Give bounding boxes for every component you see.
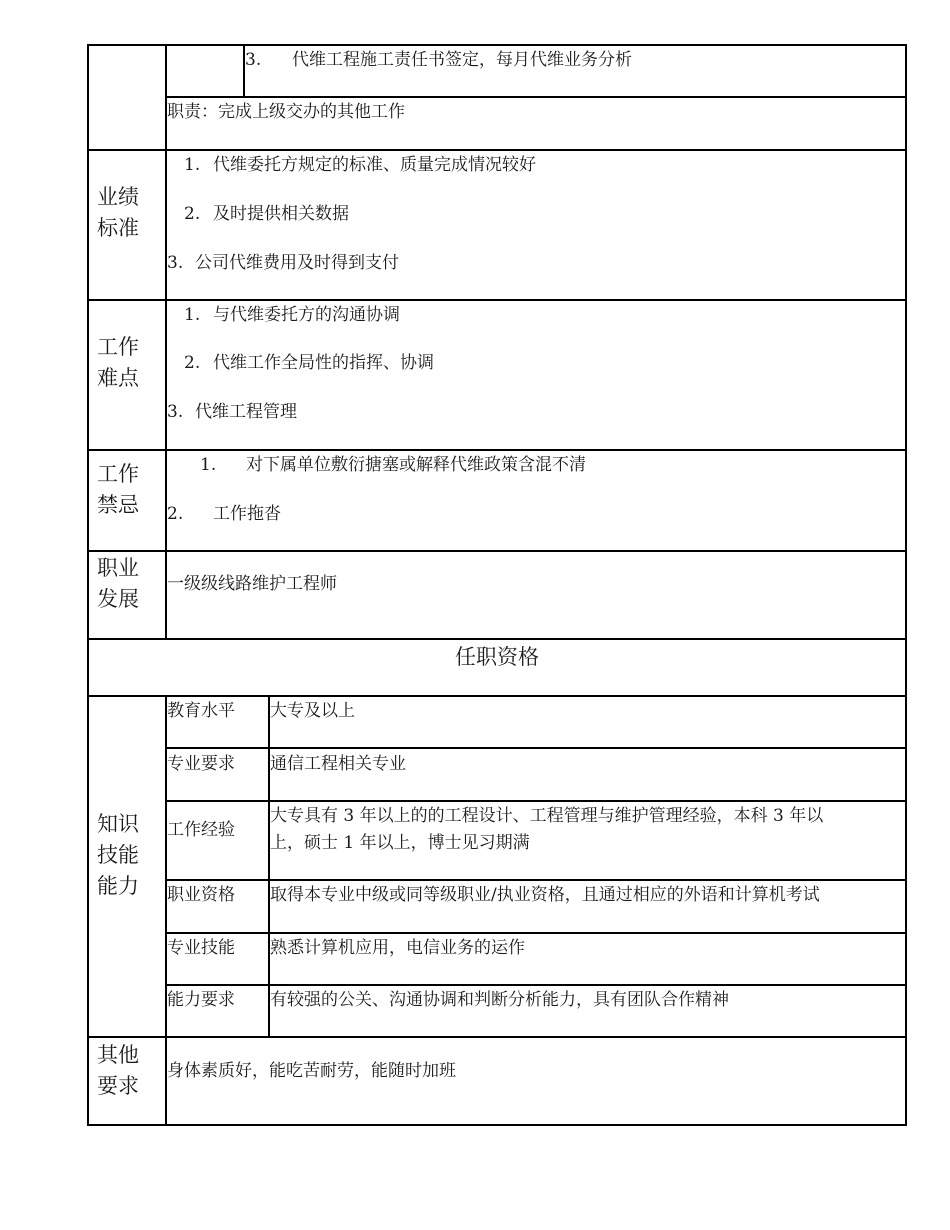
performance-label	[97, 182, 139, 244]
list-item-number: 1.	[184, 155, 201, 175]
label-line: 业绩	[97, 185, 139, 209]
career-label	[97, 553, 139, 615]
rule	[87, 449, 907, 451]
qualification-value: 通信工程相关专业	[270, 754, 406, 774]
list-item-text: 对下属单位敷衍搪塞或解释代维政策含混不清	[246, 455, 586, 475]
list-item-number: 3.	[167, 402, 184, 422]
rule	[165, 96, 907, 98]
qualification-value: 熟悉计算机应用，电信业务的运作	[270, 938, 525, 958]
label-line: 工作	[97, 462, 139, 486]
label-line: 能力	[97, 874, 139, 898]
qualification-key: 专业要求	[167, 754, 235, 774]
list-item-text: 工作拖沓	[213, 504, 281, 524]
rule	[165, 879, 907, 881]
rule	[165, 747, 907, 749]
rule	[87, 149, 907, 151]
knowledge-label	[97, 809, 139, 902]
label-line: 禁忌	[97, 493, 139, 517]
list-item-text: 与代维委托方的沟通协调	[213, 305, 400, 325]
rule	[165, 800, 907, 802]
qualification-key: 教育水平	[167, 701, 235, 721]
rule-key-column	[268, 695, 270, 1038]
label-line: 职业	[97, 556, 139, 580]
list-item-number: 3.	[167, 253, 184, 273]
label-line: 其他	[97, 1043, 139, 1067]
label-line: 标准	[97, 216, 139, 240]
list-item-text: 代维委托方规定的标准、质量完成情况较好	[213, 155, 536, 175]
qualification-value: 取得本专业中级或同等级职业/执业资格，且通过相应的外语和计算机考试	[270, 885, 820, 905]
list-item-text: 代维工作全局性的指挥、协调	[213, 353, 434, 373]
label-line: 技能	[97, 843, 139, 867]
duty-item-text: 代维工程施工责任书签定，每月代维业务分析	[292, 50, 632, 70]
qualification-key: 专业技能	[167, 938, 235, 958]
rule-top	[87, 44, 907, 46]
list-item-text: 公司代维费用及时得到支付	[195, 253, 399, 273]
rule-right	[905, 44, 907, 1126]
qualification-key: 工作经验	[167, 820, 235, 840]
list-item-number: 2.	[184, 353, 201, 373]
rule	[165, 932, 907, 934]
rule	[87, 1036, 907, 1038]
qualification-value: 上，硕士 1 年以上，博士见习期满	[270, 833, 530, 853]
label-line: 知识	[97, 812, 139, 836]
list-item-text: 及时提供相关数据	[213, 204, 349, 224]
other-duty-text: 职责：完成上级交办的其他工作	[167, 102, 405, 122]
rule-bottom	[87, 1124, 907, 1126]
list-item-number: 1.	[200, 455, 217, 475]
list-item-number: 1.	[184, 305, 201, 325]
rule	[87, 638, 907, 640]
label-line: 工作	[97, 335, 139, 359]
rule-label-column	[165, 44, 167, 640]
label-line: 发展	[97, 587, 139, 611]
taboo-label	[97, 459, 139, 521]
qualification-key: 能力要求	[167, 990, 235, 1010]
rule	[87, 299, 907, 301]
other-label	[97, 1040, 139, 1102]
rule	[165, 984, 907, 986]
rule-left	[87, 44, 89, 1126]
list-item-text: 代维工程管理	[195, 402, 297, 422]
list-item-number: 2.	[184, 204, 201, 224]
rule	[87, 550, 907, 552]
list-item-number: 2.	[167, 504, 184, 524]
qualification-value: 大专具有 3 年以上的的工程设计、工程管理与维护管理经验，本科 3 年以	[270, 806, 824, 826]
qualification-value: 有较强的公关、沟通协调和判断分析能力，具有团队合作精神	[270, 990, 729, 1010]
label-line: 要求	[97, 1074, 139, 1098]
qualification-header: 任职资格	[455, 645, 539, 669]
duty-item-number: 3.	[245, 50, 262, 70]
label-line: 难点	[97, 366, 139, 390]
qualification-key: 职业资格	[167, 885, 235, 905]
career-text: 一级级线路维护工程师	[167, 574, 337, 594]
rule	[87, 695, 907, 697]
qualification-value: 大专及以上	[270, 701, 355, 721]
difficulty-label	[97, 332, 139, 394]
other-text: 身体素质好，能吃苦耐劳，能随时加班	[167, 1061, 456, 1081]
